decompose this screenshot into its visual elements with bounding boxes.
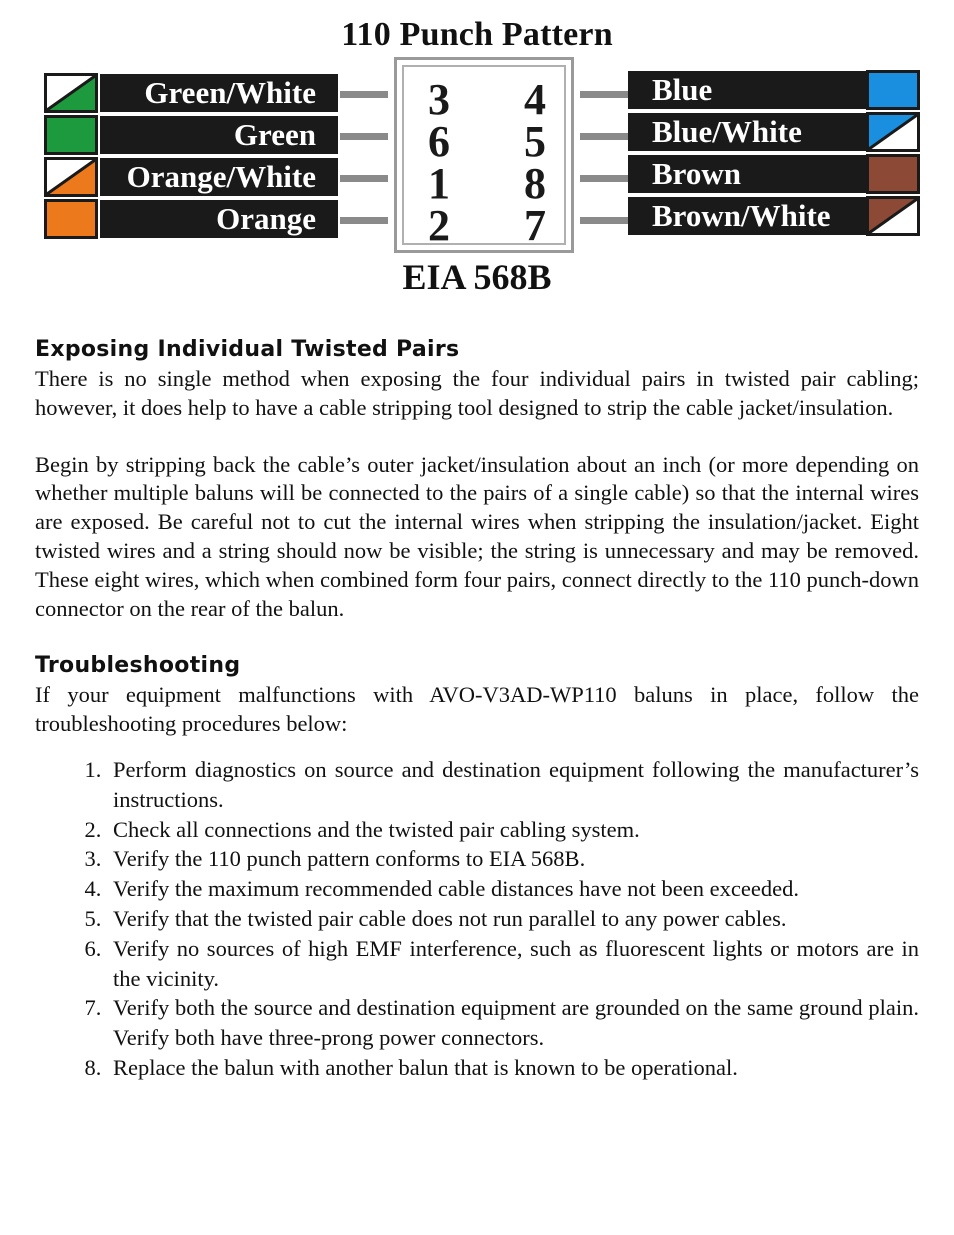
troubleshooting-step: 8. Replace the balun with another balun that is known to be operational. — [107, 1053, 919, 1083]
section-heading-exposing: Exposing Individual Twisted Pairs — [35, 337, 460, 362]
wire-label-green: Green — [100, 116, 338, 154]
pin-number: 6 — [428, 117, 450, 166]
troubleshooting-step: 2. Check all connections and the twisted pair cabling system. — [107, 815, 919, 845]
wire-label-blue: Blue — [628, 71, 866, 109]
wire-lead — [580, 133, 628, 140]
diagram-standard-label: EIA 568B — [402, 257, 552, 297]
pin-number: 3 — [428, 75, 450, 124]
pin-number: 1 — [428, 159, 450, 208]
section-heading-troubleshooting: Troubleshooting — [35, 653, 241, 679]
punch-pattern-diagram — [0, 0, 954, 310]
wire-lead — [340, 91, 388, 98]
troubleshooting-intro: If your equipment malfunctions with AVO-V3AD-WP110 baluns in place, follow the troubleshooting procedures below: — [35, 682, 919, 737]
wire-label-blue-white: Blue/White — [628, 113, 866, 151]
wire-lead — [340, 217, 388, 224]
pin-number: 7 — [524, 201, 546, 250]
wire-lead — [580, 175, 628, 182]
document-body — [35, 335, 919, 1083]
wire-label-orange-white: Orange/White — [100, 158, 338, 196]
troubleshooting-step: 4. Verify the maximum recommended cable distances have not been exceeded. — [107, 874, 919, 904]
pin-number: 5 — [524, 117, 546, 166]
color-swatch-blue — [866, 70, 920, 110]
troubleshooting-step: 7. Verify both the source and destination equipment are grounded on the same ground plain. Verify both have three-prong power connectors. — [107, 993, 919, 1053]
wire-lead — [340, 133, 388, 140]
color-swatch-orange — [44, 199, 98, 239]
wire-lead — [580, 217, 628, 224]
wire-label-brown: Brown — [628, 155, 866, 193]
diagram-title: 110 Punch Pattern — [341, 16, 613, 53]
troubleshooting-step: 1. Perform diagnostics on source and destination equipment following the manufacturer’s instructions. — [107, 755, 919, 815]
wire-label-brown-white: Brown/White — [628, 197, 866, 235]
pin-number: 2 — [428, 201, 450, 250]
color-swatch-green-white — [44, 73, 98, 113]
color-swatch-blue-white — [866, 112, 920, 152]
troubleshooting-steps — [35, 755, 919, 1083]
wire-lead — [580, 91, 628, 98]
color-swatch-orange-white — [44, 157, 98, 197]
color-swatch-green — [44, 115, 98, 155]
exposing-paragraph-1: There is no single method when exposing the four individual pairs in twisted pair cabling; however, it does help to have a cable stripping tool designed to strip the cable jacket/insulation. — [35, 366, 919, 420]
troubleshooting-step: 6. Verify no sources of high EMF interference, such as fluorescent lights or motors are in the vicinity. — [107, 934, 919, 994]
troubleshooting-step: 3. Verify the 110 punch pattern conforms to EIA 568B. — [107, 844, 919, 874]
punch-block — [394, 57, 574, 253]
troubleshooting-step: 5. Verify that the twisted pair cable does not run parallel to any power cables. — [107, 904, 919, 934]
pin-number: 4 — [524, 75, 546, 124]
exposing-paragraph-2: Begin by stripping back the cable’s outer jacket/insulation about an inch (or more depending on whether multiple baluns will be connected to the pairs of a single cable) so that the internal wires are exposed. Be careful not to cut the internal wires when stripping the insulation/jacket. Eight twisted wires and a string should now be visible; the string is unnecessary and may be removed. These eight wires, which when combined form four pairs, connect directly to the 110 punch-down connector on the rear of the balun. — [35, 451, 919, 621]
pin-number: 8 — [524, 159, 546, 208]
wire-label-orange: Orange — [100, 200, 338, 238]
wire-label-green-white: Green/White — [100, 74, 338, 112]
color-swatch-brown-white — [866, 196, 920, 236]
color-swatch-brown — [866, 154, 920, 194]
wire-lead — [340, 175, 388, 182]
